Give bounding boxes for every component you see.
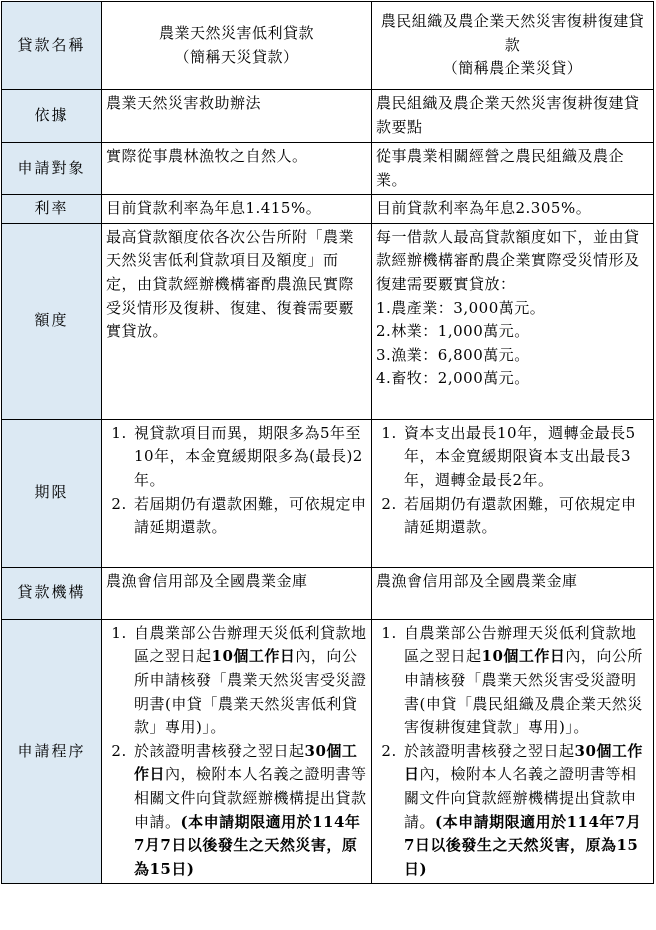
applicant-label: 申請對象 [2, 143, 102, 195]
header-col1 [102, 2, 372, 90]
basis-row [2, 90, 654, 143]
procedure-col2-step2 [402, 740, 649, 882]
step-deadline: 30個工作日 [134, 741, 358, 784]
amount-col2-intro: 每一借款人最高貸款額度如下，並由貸款經辦機構審酌農企業實際受災情形及復建需要覈實貸放： [376, 227, 640, 293]
rate-col2: 目前貸款利率為年息2.305%。 [372, 195, 654, 224]
rate-label: 利率 [2, 195, 102, 224]
step-text: 內，向公所申請核發「農業天然災害受災證明書(申貸「農民組織及農企業天然災害復耕復建貸款」專用)」。 [404, 647, 643, 737]
basis-label: 依據 [2, 90, 102, 143]
procedure-col1 [102, 619, 372, 884]
procedure-col2 [372, 619, 654, 884]
lender-label: 貸款機構 [2, 567, 102, 619]
term-col1-item: 1. 視貸款項目而異，期限多為5年至10年，本金寬緩期限多為(最長)2年。 [132, 422, 367, 493]
procedure-col1-step1 [132, 622, 367, 740]
amount-col2-item: 1.農產業：3,000萬元。 [376, 298, 546, 317]
basis-col2: 農民組織及農企業天然災害復耕復建貸款要點 [372, 90, 654, 143]
applicant-col2: 從事農業相關經營之農民組織及農企業。 [372, 143, 654, 195]
amount-label: 額度 [2, 223, 102, 419]
step-text: 內，向公所申請核發「農業天然災害受災證明書(申貸「農業天然災害低利貸款」專用)」。 [134, 647, 367, 737]
term-col2 [372, 419, 654, 567]
step-deadline: 30個工作日 [404, 741, 643, 784]
step-deadline: 10個工作日 [211, 647, 296, 666]
amount-col2-item: 3.漁業：6,800萬元。 [376, 345, 530, 364]
term-row [2, 419, 654, 567]
step-text: 內，檢附本人名義之證明書等相關文件向貸款經辦機構提出貸款申請。 [404, 765, 637, 831]
step-text: 自農業部公告辦理天災低利貸款地區之翌日起 [404, 623, 637, 666]
term-label: 期限 [2, 419, 102, 567]
header-col1-title: 農業天然災害低利貸款 [158, 23, 314, 42]
step-text: 於該證明書核發之翌日起 [404, 741, 575, 760]
header-col2 [372, 2, 654, 90]
header-col2-abbrev: （簡稱農企業災貸） [442, 59, 583, 78]
step-note: (本申請期限適用於114年7月7日以後發生之天然災害，原為15日) [404, 812, 642, 878]
term-col1 [102, 419, 372, 567]
header-row [2, 2, 654, 90]
term-col1-item: 2. 若屆期仍有還款困難，可依規定申請延期還款。 [132, 493, 367, 540]
applicant-col1: 實際從事農林漁牧之自然人。 [102, 143, 372, 195]
loan-comparison-table [1, 1, 654, 884]
lender-col1: 農漁會信用部及全國農業金庫 [102, 567, 372, 619]
rate-col1: 目前貸款利率為年息1.415%。 [102, 195, 372, 224]
rate-row [2, 195, 654, 224]
header-label: 貸款名稱 [2, 2, 102, 90]
amount-col1: 最高貸款額度依各次公告所附「農業天然災害低利貸款項目及額度」而定，由貸款經辦機構審酌農漁民實際受災情形及復耕、復建、復養需要覈實貸放。 [102, 223, 372, 419]
amount-col2 [372, 223, 654, 419]
term-col2-item: 2. 若屆期仍有還款困難，可依規定申請延期還款。 [402, 493, 649, 540]
step-text: 於該證明書核發之翌日起 [134, 741, 305, 760]
applicant-row [2, 143, 654, 195]
step-note: (本申請期限適用於114年7月7日以後發生之天然災害，原為15日) [134, 812, 361, 878]
basis-col1: 農業天然災害救助辦法 [102, 90, 372, 143]
step-text: 自農業部公告辦理天災低利貸款地區之翌日起 [134, 623, 367, 666]
lender-col2: 農漁會信用部及全國農業金庫 [372, 567, 654, 619]
term-col2-item: 1. 資本支出最長10年，週轉金最長5年，本金寬緩期限資本支出最長3年，週轉金最長2年。 [402, 422, 649, 493]
amount-col2-item: 2.林業：1,000萬元。 [376, 322, 530, 341]
lender-row [2, 567, 654, 619]
step-text: 內，檢附本人名義之證明書等相關文件向貸款經辦機構提出貸款申請。 [134, 765, 367, 831]
procedure-label: 申請程序 [2, 619, 102, 884]
amount-col2-item: 4.畜牧：2,000萬元。 [376, 369, 530, 388]
amount-row [2, 223, 654, 419]
step-deadline: 10個工作日 [481, 647, 566, 666]
header-col2-title: 農民組織及農企業天然災害復耕復建貸款 [380, 12, 645, 54]
procedure-col1-step2 [132, 740, 367, 882]
procedure-col2-step1 [402, 622, 649, 740]
procedure-row [2, 619, 654, 884]
header-col1-abbrev: （簡稱天災貸款） [174, 47, 299, 66]
